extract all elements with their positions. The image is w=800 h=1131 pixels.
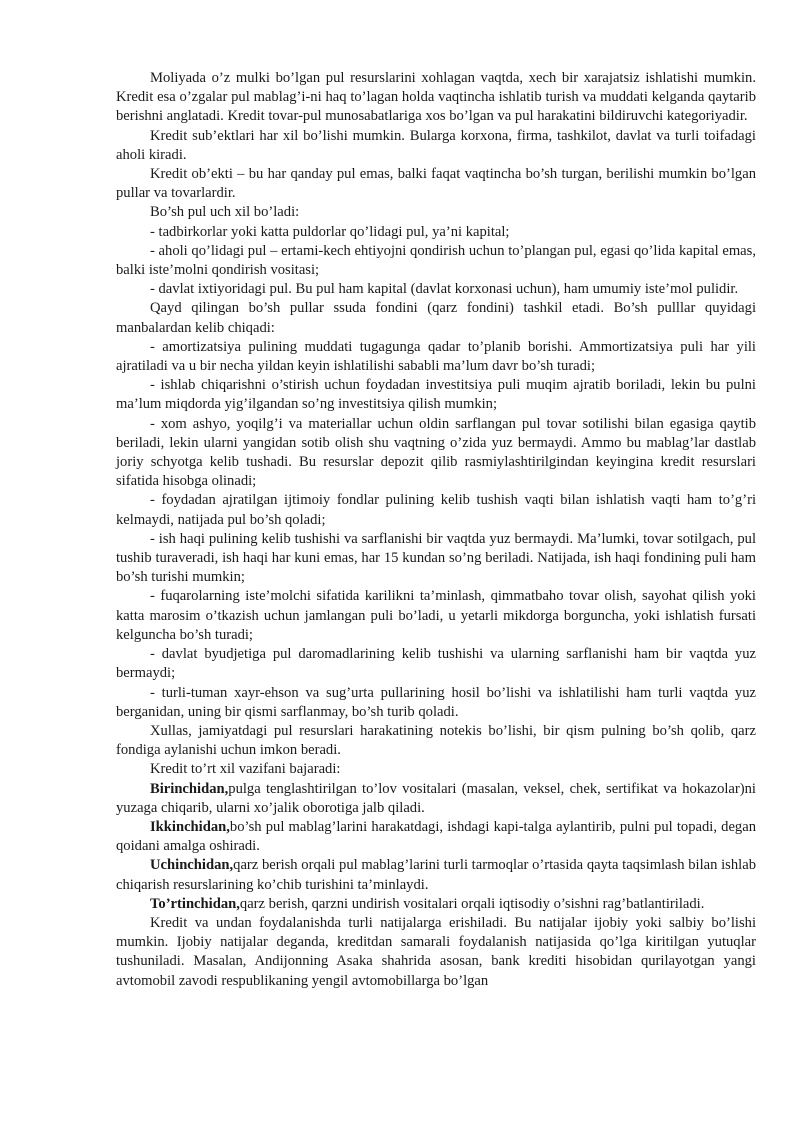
paragraph-21: Uchinchidan,qarz berish orqali pul mablag’larini turli tarmoqlar o’rtasida qayta taqsimlash bilan ishlab chiqarish resurslarining ko’chib turishini ta’minlaydi.: [116, 857, 756, 893]
paragraph-4: Bo’sh pul uch xil bo’ladi:: [150, 204, 300, 221]
paragraph-19: Birinchidan,pulga tenglashtirilgan to’lov vositalari (masalan, veksel, chek, sertifikat va hokazolar)ni yuzaga chiqarib, ularni xo’jalik oborotiga jalb qiladi.: [116, 780, 756, 816]
paragraph-17: Xullas, jamiyatdagi pul resurslari harakatining notekis bo’lishi, bir qism pulning bo’sh qolib, qarz fondiga aylanishi uchun imkon beradi.: [116, 722, 756, 759]
paragraph-6: - aholi qo’lidagi pul – ertami-kech ehtiyojni qondirish uchun to’plangan pul, egasi qo’lida kapital emas, balki iste’molni qondirish vositasi;: [116, 242, 756, 279]
bold-lead: Ikkinchidan,: [150, 818, 230, 835]
paragraph-2: Kredit sub’ektlari har xil bo’lishi mumkin. Bularga korxona, firma, tashkilot, davlat va turli toifadagi aholi kiradi.: [116, 127, 756, 163]
bold-lead: Uchinchidan,: [150, 857, 234, 874]
paragraph-9: - amortizatsiya pulining muddati tugagunga qadar to’planib borishi. Ammortizatsiya puli har yili ajratiladi va u bir necha yildan keyin ishlatilishi sababli ma’lum davr bo’sh turadi;: [116, 338, 756, 375]
paragraph-1: Moliyada o’z mulki bo’lgan pul resurslarini xohlagan vaqtda, xech bir xarajatsiz ishlatishi mumkin. Kredit esa o’zgalar pul mablag’i-ni haq to’lagan holda vaqtincha ishlatib turish va muddati kelganda qaytarib berishni anglatadi. Kredit tovar-pul munosabatlariga xos bo’lgan va pul harakatini bildiruvchi kategoriyadir.: [116, 70, 756, 125]
paragraph-10: - ishlab chiqarishni o’stirish uchun foydadan investitsiya puli muqim ajratib boriladi, lekin bu pulni ma’lum miqdorda yig’ilgandan so’ng investitsiya qilish mumkin;: [116, 377, 756, 413]
paragraph-13: - ish haqi pulining kelib tushishi va sarflanishi bir vaqtda yuz bermaydi. Ma’lumki, tovar sotilgach, pul tushib turaveradi, ish haqi har kuni emas, har 15 kundan so’ng beriladi. Natijada, ish haqi fondining puli ham bo’sh turishi mumkin;: [116, 530, 756, 586]
paragraph-22: To’rtinchidan,qarz berish, qarzni undirish vositalari orqali iqtisodiy o’sishni rag’batlantiriladi.: [150, 895, 705, 912]
paragraph-3: Kredit ob’ekti – bu har qanday pul emas, balki faqat vaqtincha bo’sh turgan, berilishi mumkin bo’lgan pullar va tovarlardir.: [116, 166, 756, 202]
paragraph-5: - tadbirkorlar yoki katta puldorlar qo’lidagi pul, ya’ni kapital;: [150, 223, 510, 240]
bold-lead: Birinchidan,: [150, 780, 229, 797]
paragraph-7: - davlat ixtiyoridagi pul. Bu pul ham kapital (davlat korxonasi uchun), ham umumiy iste’mol pulidir.: [150, 281, 739, 298]
paragraph-18: Kredit to’rt xil vazifani bajaradi:: [150, 761, 341, 778]
paragraph-8: Qayd qilingan bo’sh pullar ssuda fondini (qarz fondini) tashkil etadi. Bo’sh pulllar quyidagi manbalardan kelib chiqadi:: [116, 300, 756, 336]
paragraph-23: Kredit va undan foydalanishda turli natijalarga erishiladi. Bu natijalar ijobiy yoki salbiy bo’lishi mumkin. Ijobiy natijalar deganda, kreditdan samarali foydalanish natijasida qo’lga kiritilgan yutuqlar tushuniladi. Masalan, Andijonning Asaka shahrida asosan, bank krediti hisobidan qurilayotgan yangi avtomobil zavodi respublikaning yengil avtomobillarga bo’lgan: [116, 914, 756, 989]
paragraph-11: - xom ashyo, yoqilg’i va materiallar uchun oldin sarflangan pul tovar sotilishi bilan egasiga qaytib beriladi, lekin ularni yangidan sotib olish shu vaqtning o’zida yuz bermaydi. Ammo bu mablag’lar dastlab joriy schyotga kelib tushadi. Bu resurslar depozit qilib rasmiylashtirilgindan keyingina kredit resurslari sifatida hisobga olinadi;: [116, 415, 756, 490]
paragraph-12: - foydadan ajratilgan ijtimoiy fondlar pulining kelib tushish vaqti bilan ishlatish vaqti ham to’g’ri kelmaydi, natijada pul bo’sh qoladi;: [116, 492, 756, 528]
bold-lead: To’rtinchidan,: [150, 895, 240, 912]
document-page: [116, 69, 756, 991]
paragraph-15: - davlat byudjetiga pul daromadlarining kelib tushishi va ularning sarflanishi ham bir vaqtda yuz bermaydi;: [116, 646, 756, 682]
paragraph-14: - fuqarolarning iste’molchi sifatida karilikni ta’minlash, qimmatbaho tovar olish, sayohat qilish yoki katta marosim o’tkazish uchun jamlangan puli bo’ladi, u yetarli mikdorga borguncha, yoki ishlatish fursati kelguncha bo’sh turadi;: [116, 588, 756, 643]
paragraph-16: - turli-tuman xayr-ehson va sug’urta pullarining hosil bo’lishi va ishlatilishi ham turli vaqtda yuz berganidan, uning bir qismi sarflanmay, bo’sh turib qoladi.: [116, 684, 756, 720]
paragraph-20: Ikkinchidan,bo’sh pul mablag’larini harakatdagi, ishdagi kapi-talga aylantirib, pulni pul topadi, degan qoidani amalga oshiradi.: [116, 818, 756, 855]
